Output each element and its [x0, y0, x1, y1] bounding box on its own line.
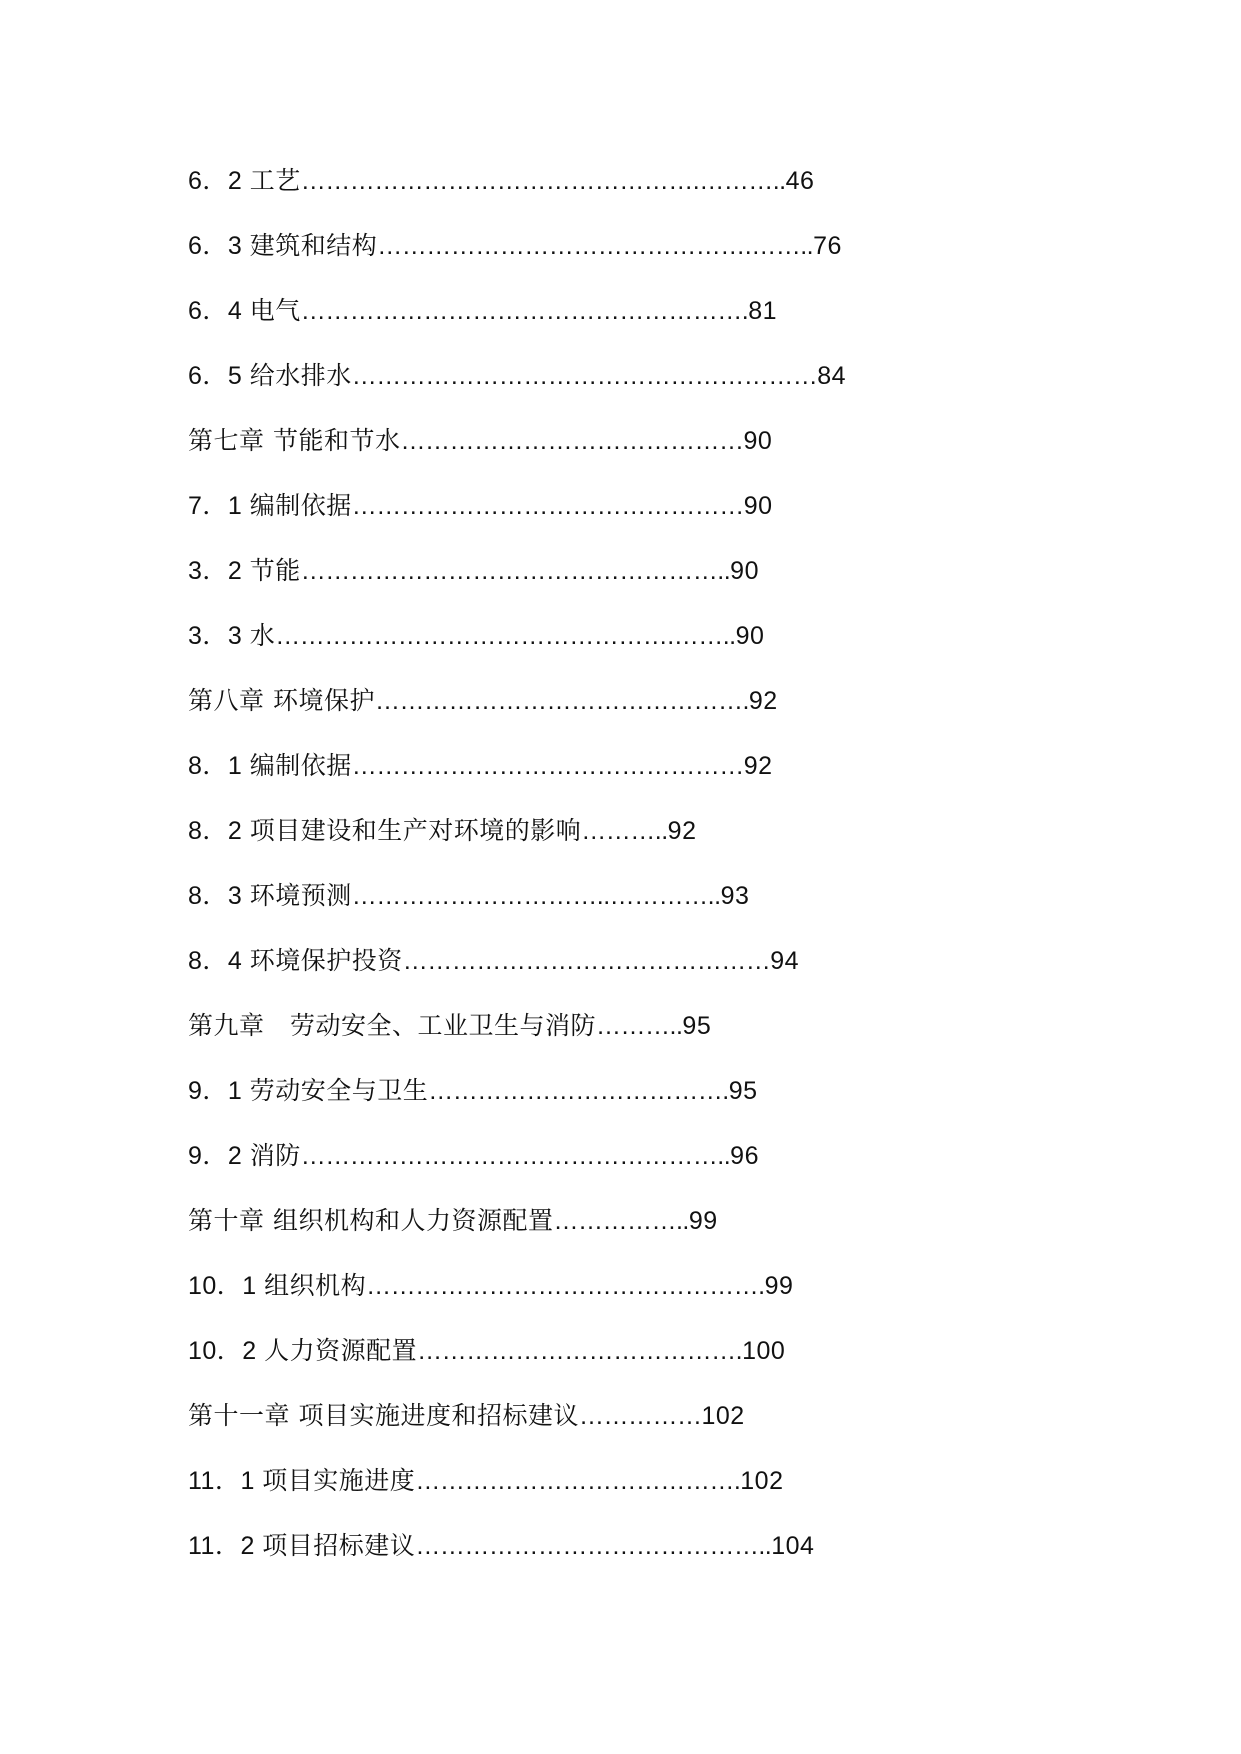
toc-entry-title: 9．2 消防 — [188, 1142, 301, 1170]
toc-page-number: 92 — [748, 687, 778, 715]
toc-leader-dots: ……….. — [581, 817, 668, 845]
toc-leader-dots: …………………………………………….. — [300, 557, 731, 585]
toc-entry-3-3[interactable] — [188, 615, 838, 680]
toc-page-number: 95 — [682, 1012, 712, 1040]
toc-entry-title: 11．1 项目实施进度 — [188, 1467, 416, 1495]
toc-leader-dots: …………………………………… — [400, 427, 744, 455]
toc-leader-dots: ………………………………………………… — [351, 362, 818, 390]
toc-page-number: 95 — [728, 1077, 758, 1105]
toc-leader-dots: ………………………………………… — [351, 492, 744, 520]
toc-page-number: 90 — [730, 557, 759, 585]
toc-entry-title: 6．4 电气 — [188, 297, 301, 325]
toc-entry-9-2[interactable] — [188, 1135, 838, 1200]
toc-entry-8-2[interactable] — [188, 810, 838, 875]
toc-entry-3-2[interactable] — [188, 550, 838, 615]
toc-leader-dots: ………………………………………….…….. — [275, 622, 736, 650]
toc-page-number: 93 — [720, 882, 750, 910]
toc-entry-title: 6．3 建筑和结构 — [188, 232, 378, 260]
toc-page-number: 99 — [688, 1207, 718, 1235]
toc-page-number: 90 — [743, 427, 773, 455]
toc-leader-dots: ………………………………. — [428, 1077, 729, 1105]
toc-page-number: 99 — [764, 1272, 794, 1300]
toc-page-number: 84 — [817, 362, 847, 390]
toc-entry-title: 8．2 项目建设和生产对环境的影响 — [188, 817, 582, 845]
toc-entry-chapter-10[interactable] — [188, 1200, 838, 1265]
toc-page-number: 76 — [813, 232, 842, 260]
toc-entry-title: 7．1 编制依据 — [188, 492, 352, 520]
toc-entry-chapter-9[interactable] — [188, 1005, 838, 1070]
toc-entry-chapter-8[interactable] — [188, 680, 838, 745]
toc-leader-dots: ………………………………………… — [351, 752, 744, 780]
toc-entry-title: 9．1 劳动安全与卫生 — [188, 1077, 429, 1105]
toc-leader-dots: …………………………………….. — [415, 1532, 772, 1560]
toc-entry-10-1[interactable] — [188, 1265, 838, 1330]
toc-entry-11-1[interactable] — [188, 1460, 838, 1525]
toc-leader-dots: ………………………………………….……….. — [300, 167, 786, 195]
toc-page-number: 102 — [701, 1402, 745, 1430]
toc-page-number: 96 — [730, 1142, 759, 1170]
toc-leader-dots: ……….. — [596, 1012, 683, 1040]
toc-page-number: 92 — [743, 752, 773, 780]
toc-leader-dots: …………….. — [553, 1207, 689, 1235]
toc-entry-chapter-11[interactable] — [188, 1395, 838, 1460]
toc-chapter-title: 第八章 环境保护 — [188, 686, 375, 715]
toc-page-number: 102 — [740, 1467, 784, 1495]
toc-page-number: 94 — [770, 947, 800, 975]
toc-entry-8-4[interactable] — [188, 940, 838, 1005]
toc-page-number: 81 — [748, 297, 778, 325]
toc-entry-8-1[interactable] — [188, 745, 838, 810]
toc-entry-6-4[interactable] — [188, 290, 838, 355]
toc-leader-dots: …………………………………………….. — [300, 1142, 731, 1170]
toc-entry-10-2[interactable] — [188, 1330, 838, 1395]
toc-chapter-title: 第七章 节能和节水 — [188, 426, 401, 455]
toc-entry-11-2[interactable] — [188, 1525, 838, 1590]
toc-entry-title: 3．2 节能 — [188, 557, 301, 585]
toc-entry-title: 3．3 水 — [188, 622, 276, 650]
toc-entry-title: 6．5 给水排水 — [188, 362, 352, 390]
toc-leader-dots: ……………………………………….…….. — [377, 232, 814, 260]
toc-leader-dots: ………………………………………………. — [300, 297, 749, 325]
toc-entry-7-1[interactable] — [188, 485, 838, 550]
toc-leader-dots: ………………………………………. — [374, 687, 749, 715]
toc-leader-dots: ……………………………………… — [402, 947, 771, 975]
toc-entry-title: 11．2 项目招标建议 — [188, 1532, 416, 1560]
toc-chapter-title: 第九章 劳动安全、工业卫生与消防 — [188, 1011, 597, 1040]
toc-leader-dots: …………… — [578, 1402, 702, 1430]
toc-entry-title: 6．2 工艺 — [188, 167, 301, 195]
toc-page-number: 90 — [735, 622, 765, 650]
toc-page-number: 90 — [743, 492, 773, 520]
toc-page-number: 104 — [771, 1532, 815, 1560]
toc-entry-title: 8．3 环境预测 — [188, 882, 352, 910]
toc-entry-8-3[interactable] — [188, 875, 838, 940]
toc-entry-title: 8．4 环境保护投资 — [188, 947, 403, 975]
toc-entry-9-1[interactable] — [188, 1070, 838, 1135]
toc-entry-6-2[interactable] — [188, 160, 838, 225]
toc-leader-dots: …………………………………. — [415, 1467, 741, 1495]
toc-chapter-title: 第十一章 项目实施进度和招标建议 — [188, 1401, 579, 1430]
toc-page-number: 92 — [667, 817, 697, 845]
table-of-contents — [188, 160, 847, 1590]
toc-leader-dots: …………………………..………….. — [351, 882, 721, 910]
toc-entry-6-3[interactable] — [188, 225, 842, 290]
toc-leader-dots: …………………………………………. — [366, 1272, 765, 1300]
toc-entry-chapter-7[interactable] — [188, 420, 838, 485]
toc-entry-title: 8．1 编制依据 — [188, 752, 352, 780]
toc-leader-dots: …………………………………. — [417, 1337, 743, 1365]
toc-chapter-title: 第十章 组织机构和人力资源配置 — [188, 1206, 554, 1235]
toc-entry-title: 10．1 组织机构 — [188, 1272, 367, 1300]
toc-entry-title: 10．2 人力资源配置 — [188, 1337, 418, 1365]
toc-entry-6-5[interactable] — [188, 355, 847, 420]
toc-page-number: 46 — [785, 167, 815, 195]
toc-page-number: 100 — [742, 1337, 786, 1365]
